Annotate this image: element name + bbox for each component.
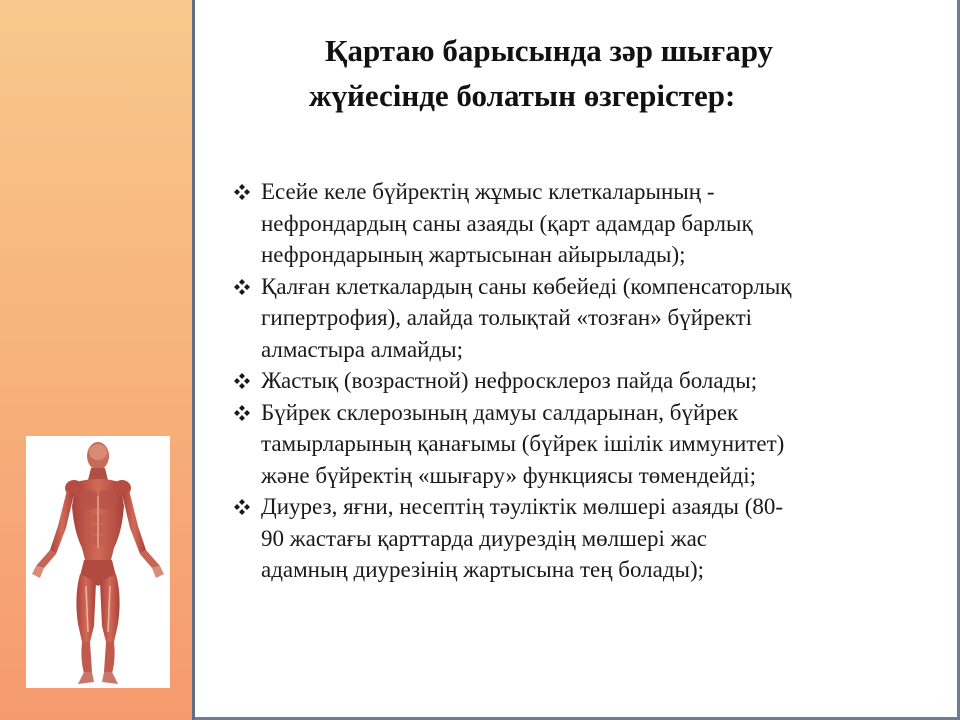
bullet-line: гипертрофия), алайда толықтай «тозған» бүйректі (261, 305, 753, 330)
bullet-item (233, 271, 933, 366)
bullet-line: Бүйрек склерозының дамуы салдарынан, бүйрек (261, 399, 739, 425)
bullet-item (233, 491, 933, 586)
bullet-line: тамырларының қанағымы (бүйрек ішілік иммунитет) (261, 431, 785, 456)
bullet-line: және бүйректің «шығару» функциясы төмендейді; (261, 462, 757, 488)
title-line-2: жүйесінде болатын өзгерістер: (309, 78, 736, 113)
bullet-item (233, 365, 933, 397)
bullet-line: нефрондардың саны азаяды (қарт адамдар барлық (261, 210, 753, 236)
bullet-line: нефрондарының жартысынан айырылады); (261, 242, 686, 267)
bullet-line: алмастыра алмайды; (261, 336, 464, 362)
bullet-list (233, 176, 933, 586)
bullet-item (233, 397, 933, 492)
left-sidebar (0, 0, 194, 720)
four-diamond-bullet-icon (233, 498, 251, 516)
muscle-anatomy-image (26, 436, 170, 688)
four-diamond-bullet-icon (233, 183, 251, 201)
bullet-line: 90 жастағы қарттарда диурездің мөлшері жас (261, 525, 707, 551)
four-diamond-bullet-icon (233, 278, 251, 296)
title-line-1: Қартаю барысында зәр шығару (325, 33, 774, 68)
four-diamond-bullet-icon (233, 372, 251, 390)
bullet-line: адамның диурезінің жартысына тең болады); (261, 557, 705, 582)
bullet-line: Қалған клеткалардың саны көбейеді (компенсаторлық (261, 273, 792, 299)
human-muscle-figure-icon (26, 436, 170, 688)
slide-content (195, 0, 960, 720)
bullet-line: Жастық (возрастной) нефросклероз пайда болады; (261, 368, 758, 393)
bullet-line: Есейе келе бүйректің жұмыс клеткаларының - (261, 179, 715, 204)
bullet-line: Диурез, яғни, несептің тәуліктік мөлшері азаяды (80- (261, 494, 784, 519)
bullet-item (233, 176, 933, 271)
slide-title (285, 28, 885, 118)
four-diamond-bullet-icon (233, 404, 251, 422)
